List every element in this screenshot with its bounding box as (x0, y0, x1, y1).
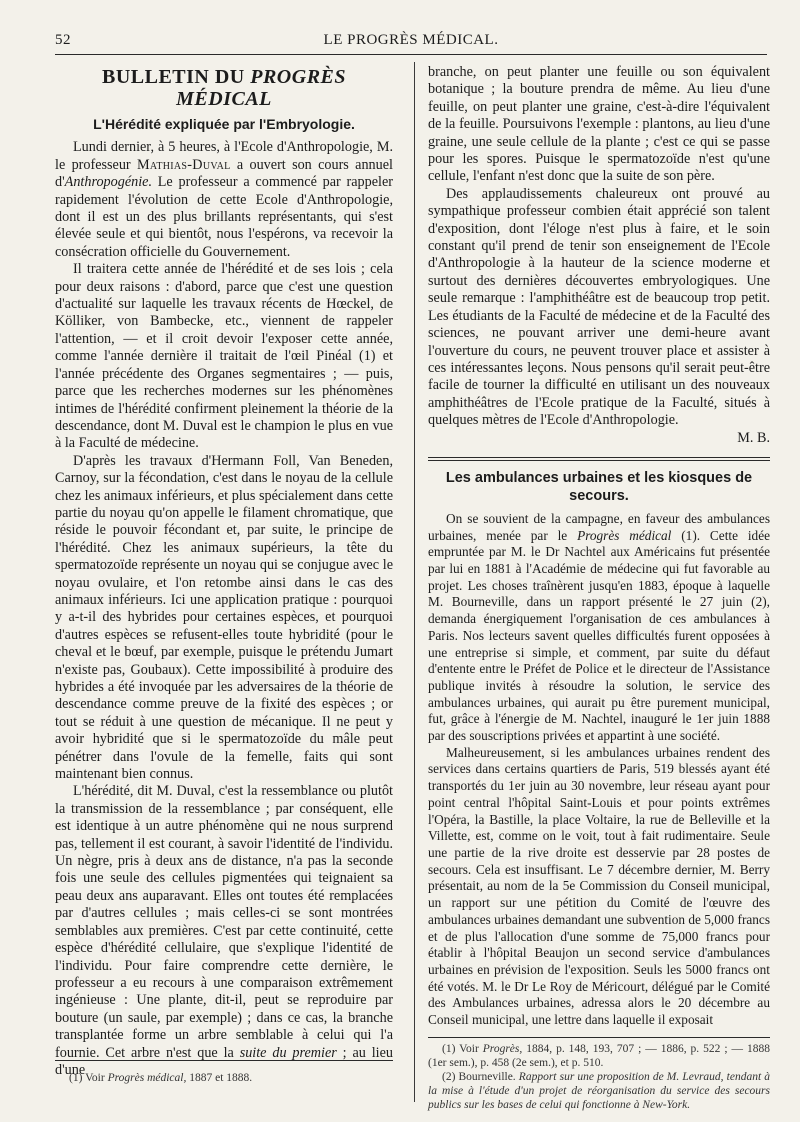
right-footnotes (428, 1042, 770, 1112)
section-rule-bottom (428, 460, 770, 461)
running-head (55, 28, 767, 55)
paragraph-3: D'après les travaux d'Hermann Foll, Van Beneden, Carnoy, sur la fécondation, c'est dans le noyau de la cellule chez les animaux inférieurs, et plus spécialement dans cette partie du noyau qu'on appelle le filament chromatique, que réside le pouvoir fécondant et, par suite, le principe de l'hérédité. Chez les animaux supérieurs, la tête du spermatozoïde représente un noyau qui se conjugue avec le noyau ovulaire, et l'on retombe ainsi dans le cas des animaux inférieurs. Ici une application pratique : pourquoi y a-t-il des hybrides pour certaines espèces, et pourquoi d'autres espèces se refusent-elles toute hybridité (pour le cheval et le bœuf, par exemple, puisque le prétendu Jumart n'existe pas, Goubaux). Cette impossibilité à produire des hybrides a été invoquée par les adversaires de la théorie de descendance comme preuve de la fixité des espèces ; or tout se réduit à une question de mécanique. Il ne peut y avoir hybridité que si le spermatozoïde du mâle peut pénétrer dans l'ovule de la femelle, faits qui sont maintenant bien connus. (55, 452, 393, 783)
left-fn1-italic: Progrès médical, (107, 1072, 187, 1084)
page-number: 52 (55, 32, 71, 48)
footnote-rule (55, 1060, 393, 1061)
paragraph-2: Il traitera cette année de l'hérédité et de ses lois ; cela pour deux raisons : d'abord, parce que c'est une question d'actualité sur laquelle les travaux récents de Hœckel, de Kölliker, von Bambecke, etc., viennent de rappeler l'attention, — et il croit devoir l'exposer cette année, comme l'année dernière il traitait de l'œil Pinéal (1) et l'année précédente des Organes segmentaires ; — puis, parce que les recherches modernes sur les phénomènes intimes de l'hérédité confirment pleinement la théorie de la descendance, dont M. Duval est le champion le plus en vue à la Faculté de médecine. (55, 261, 393, 452)
ambulances-body (428, 511, 770, 1029)
left-fn1-b: 1887 et 1888. (186, 1072, 253, 1084)
paragraph-6: Des applaudissements chaleureux ont prouvé au sympathique professeur combien était apprécié son talent d'exposition, dont l'éloge n'est plus à faire, et le soin constant qu'il prend de tenir son enseignement de l'Ecole d'Anthropologie à la hauteur de la science moderne et surtout des dernières découvertes embryologiques. Une seule remarque : l'amphithéâtre est de beaucoup trop petit. Les étudiants de la Faculté de médecine et de la Faculté des sciences, ne pouvant arriver une demi-heure avant l'ouverture du cours, ne peuvent trouver place et assister à ces intéressantes leçons. Nous pensons qu'il serait peut-être facile de tourner la difficulté en utilisant un des nouveaux amphithéâtres de l'Ecole pratique de la Faculté, situés à quelques mètres de l'Ecole d'Anthropologie. (428, 185, 770, 429)
bulletin-heading-prefix: BULLETIN DU (101, 66, 245, 88)
paragraph-1 (55, 139, 393, 261)
amb-p1-b: (1). Cette idée empruntée par M. le Dr Nachtel aux Américains fut présentée par lui en 1881 à l'Académie de médecine qui fut favorable au projet. Les choses traînèrent jusqu'en 1883, époque à laquelle M. Bourneville, dans un rapport présenté le 27 juin (2), demanda énergiquement l'organisation de ces ambulances à Paris. Nos lecteurs savent quelles difficultés furent opposées à une entreprise si simple, et comment, par suite du défaut d'entente entre le Préfet de Police et le directeur de l'Assistance publique invités à résoudre la solution, le service des ambulances urbaines, qui aurait pu être purement municipal, fut, grâce à l'énergie de M. Nachtel, inauguré le 1er juin 1888 par des souscriptions privées et appartint à une société. (428, 527, 770, 744)
paragraph-4 (55, 783, 393, 1079)
left-footnote-1 (55, 1071, 393, 1085)
paragraph-5: branche, on peut planter une feuille ou son équivalent botanique ; la bouture prendra de même. Au lieu d'une feuille, on peut planter une graine, c'est-à-dire l'équivalent de la feuille. Poursuivons l'exemple : plantons, au lieu d'une graine, une seule cellule de la plante ; c'est ce qui se passe pour les spores. Puisque le spermatozoïde n'est qu'une cellule, l'enfant n'est donc que la suite de son père. (428, 64, 770, 185)
course-name: Anthropogénie. (64, 174, 152, 191)
bulletin-heading (55, 66, 393, 110)
p1-text-c: Le professeur a commencé par rappeler rapidement l'évolution de cette Ecole d'Anthropologie, dont il est un des plus brillants représentants, qui s'est élevée seule et qui bientôt, nous l'espérons, va recevoir la consécration officielle du Gouvernement. (55, 174, 393, 260)
column-divider (414, 62, 415, 1102)
ambulances-paragraph-1 (428, 511, 770, 745)
section-heading-ambulances: Les ambulances urbaines et les kiosques de secours. (445, 469, 753, 504)
professor-name: Mathias-Duval (137, 156, 231, 173)
bulletin-heading-journal: PROGRÈS MÉDICAL (176, 66, 346, 110)
article-subheading: L'Hérédité expliquée par l'Embryologie. (93, 116, 355, 132)
ambulances-paragraph-2: Malheureusement, si les ambulances urbaines rendent des services dans certains quartiers de Paris, 519 blessés ayant été transportés du 1er juin au 30 novembre, leur réseau ayant pour point central l'hôpital Saint-Louis et pour points extrêmes l'Opéra, la Bastille, la place Voltaire, la rue de Belleville et la Villette, est, comme on le voit, tout à fait rudimentaire. Seule une partie de la rive droite est desservie par 28 postes de secours. Cela est insuffisant. Le 7 décembre dernier, M. Berry présentait, au nom de la 5e Commission du Conseil municipal, un rapport sur une pétition du Comité de l'œuvre des ambulances urbaines demandant une subvention de 5,000 francs et de plus l'allocation d'une somme de 75,000 francs pour établir à l'hôpital Beaujon un second service d'ambulances urbaines en prévision de l'exposition. Seuls les 5000 francs ont été votés. M. le Dr Le Roy de Méricourt, délégué par le Comité des Ambulances urbaines, adressa alors le 20 décembre au Conseil municipal, une lettre dans laquelle il exposait (428, 744, 770, 1028)
section-rule-top (428, 457, 770, 458)
p4-text-a: L'hérédité, dit M. Duval, c'est la ressemblance ou plutôt la transmission de la ressemblance ; par conséquent, elle est identique à un autre phénomène qui ne nous surprend pas, tellement il est courant, à savoir l'identité de l'individu. Un nègre, pris à deux ans de distance, n'a pas la seconde fois une seule des cellules pigmentées qui teignaient sa peau deux ans auparavant. Elles ont toutes été remplacées par d'autres cellules ; mais celles-ci se sont montrées semblables aux premières. C'est par cette continuité, cette espèce d'hérédité cellulaire, que s'explique l'identité de l'individu. Pour faire comprendre cette dernière, le professeur a eu recours à une comparaison extrêmement ingénieuse : Une plante, dit-il, peut se reproduire par bouture (un saule, par exemple) ; dans ce cas, la branche transplantée forme un arbre semblable à celui qui l'a fournie. Cet arbre n'est que la (55, 783, 393, 1061)
amb-p1-italic: Progrès médical (577, 527, 672, 543)
p4-text-b: ; au lieu d'une (55, 1044, 393, 1078)
right-fn1-a: (1) Voir (442, 1042, 483, 1055)
left-column (55, 64, 393, 1079)
right-column (428, 64, 770, 1112)
signature: M. B. (737, 429, 770, 446)
right-fn1-italic: Progrès, (482, 1042, 523, 1055)
right-fn2-italic: Rapport sur une proposition de M. Levraud, tendant à la mise à l'étude d'un projet de réorganisation du service des secours publics sur les bases de celui qui fonctionne à New-York. (428, 1070, 771, 1111)
journal-title: LE PROGRÈS MÉDICAL. (323, 32, 499, 48)
right-fn1-b: 1884, p. 148, 193, 707 ; — 1886, p. 522 ; — 1888 (1er sem.), p. 458 (2e sem.), et p. 510. (428, 1042, 770, 1069)
right-fn2-a: (2) Bourneville. (442, 1070, 519, 1083)
right-footnote-rule (428, 1037, 770, 1038)
p4-italic: suite du premier (239, 1044, 337, 1061)
right-footnote-1 (428, 1042, 770, 1070)
amb-p1-a: On se souvient de la campagne, en faveur des ambulances urbaines, menée par le (428, 510, 770, 543)
left-fn1-a: (1) Voir (69, 1072, 108, 1084)
p1-text-a: Lundi dernier, à 5 heures, à l'Ecole d'Anthropologie, M. le professeur (55, 139, 393, 173)
right-footnote-2 (428, 1070, 770, 1112)
left-footnotes (55, 1060, 393, 1085)
p1-text-b: a ouvert son cours annuel d' (55, 156, 393, 191)
